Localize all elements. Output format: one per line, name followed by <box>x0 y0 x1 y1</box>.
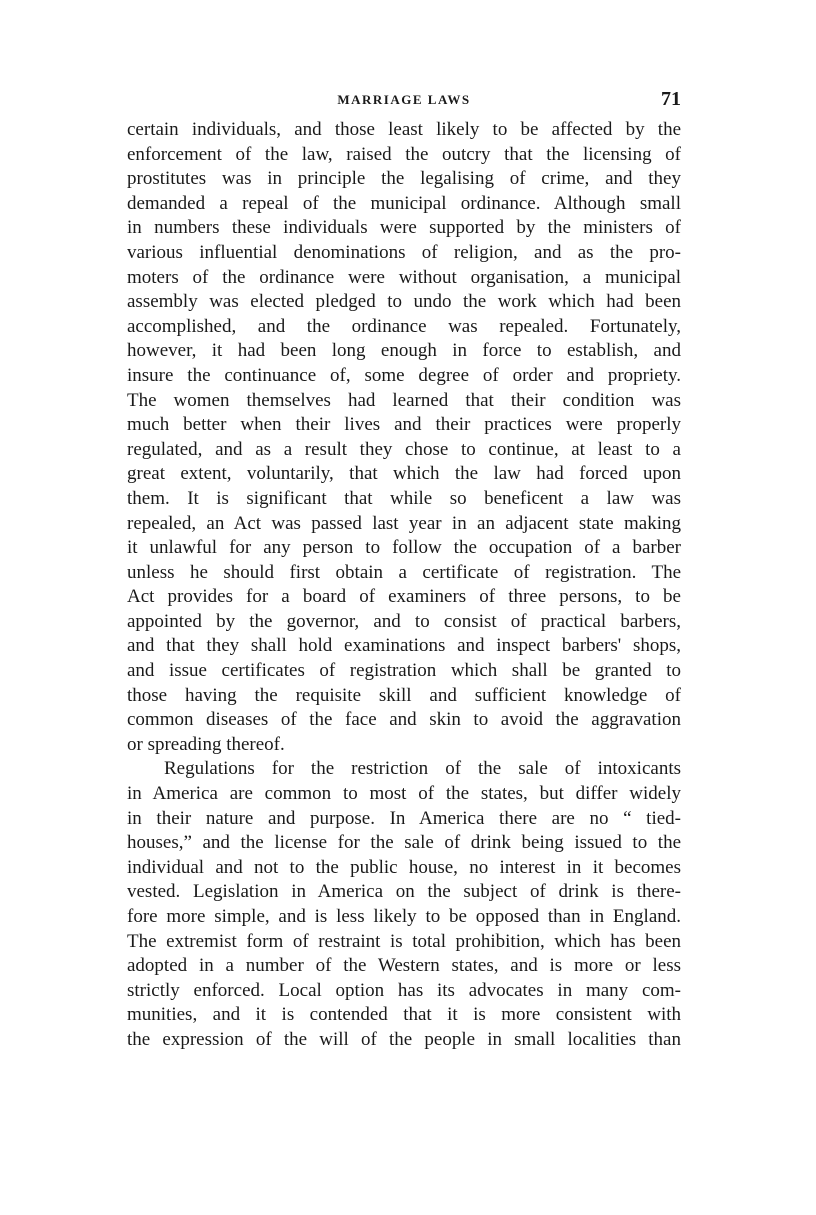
running-title: MARRIAGE LAWS <box>337 92 471 107</box>
text-line: Regulations for the restriction of the sale of intoxicants <box>164 758 681 780</box>
text-line: The women themselves had learned that their condition was <box>127 389 681 411</box>
text-line: insure the continuance of, some degree of order and propriety. <box>127 364 681 386</box>
text-line: appointed by the governor, and to consist of practical barbers, <box>127 610 681 632</box>
text-line: it unlawful for any person to follow the occupation of a barber <box>127 537 681 559</box>
text-line: Act provides for a board of examiners of three persons, to be <box>127 586 681 608</box>
running-head <box>127 88 681 116</box>
text-line: in numbers these individuals were supported by the ministers of <box>127 217 681 239</box>
text-line: houses,” and the license for the sale of drink being issued to the <box>127 832 681 854</box>
text-line: in America are common to most of the states, but differ widely <box>127 783 681 805</box>
text-line: The extremist form of restraint is total prohibition, which has been <box>127 930 681 952</box>
text-line: enforcement of the law, raised the outcry that the licensing of <box>127 143 681 165</box>
text-line: munities, and it is contended that it is more consistent with <box>127 1004 681 1026</box>
text-line: unless he should first obtain a certificate of registration. The <box>127 561 681 583</box>
text-line: and that they shall hold examinations and inspect barbers' shops, <box>127 635 681 657</box>
text-line: assembly was elected pledged to undo the work which had been <box>127 291 681 313</box>
text-line: demanded a repeal of the municipal ordinance. Although small <box>127 192 681 214</box>
paragraph <box>127 118 681 757</box>
paragraph <box>127 757 681 1052</box>
text-line: much better when their lives and their practices were properly <box>127 414 681 436</box>
text-line: prostitutes was in principle the legalising of crime, and they <box>127 168 681 190</box>
text-line: repealed, an Act was passed last year in an adjacent state making <box>127 512 681 534</box>
page-number: 71 <box>661 88 681 110</box>
text-line: great extent, voluntarily, that which the law had forced upon <box>127 463 681 485</box>
text-line: or spreading thereof. <box>127 733 285 755</box>
text-line: various influential denominations of religion, and as the pro- <box>127 241 681 263</box>
text-line: vested. Legislation in America on the subject of drink is there- <box>127 881 681 903</box>
text-line: accomplished, and the ordinance was repealed. Fortunately, <box>127 315 681 337</box>
text-line: however, it had been long enough in force to establish, and <box>127 340 681 362</box>
book-page <box>127 88 681 1053</box>
text-line: those having the requisite skill and sufficient knowledge of <box>127 684 681 706</box>
text-line: the expression of the will of the people in small localities than <box>127 1028 681 1050</box>
text-line: individual and not to the public house, no interest in it becomes <box>127 856 681 878</box>
text-line: strictly enforced. Local option has its advocates in many com- <box>127 979 681 1001</box>
text-line: adopted in a number of the Western states, and is more or less <box>127 955 681 977</box>
text-line: regulated, and as a result they chose to continue, at least to a <box>127 438 681 460</box>
text-line: moters of the ordinance were without organisation, a municipal <box>127 266 681 288</box>
text-line: in their nature and purpose. In America there are no “ tied- <box>127 807 681 829</box>
text-line: certain individuals, and those least likely to be affected by the <box>127 119 681 140</box>
text-line: fore more simple, and is less likely to be opposed than in England. <box>127 906 681 927</box>
text-line: them. It is significant that while so beneficent a law was <box>127 487 681 509</box>
body-text <box>127 118 681 1053</box>
text-line: common diseases of the face and skin to avoid the aggravation <box>127 709 681 731</box>
text-line: and issue certificates of registration which shall be granted to <box>127 660 681 682</box>
